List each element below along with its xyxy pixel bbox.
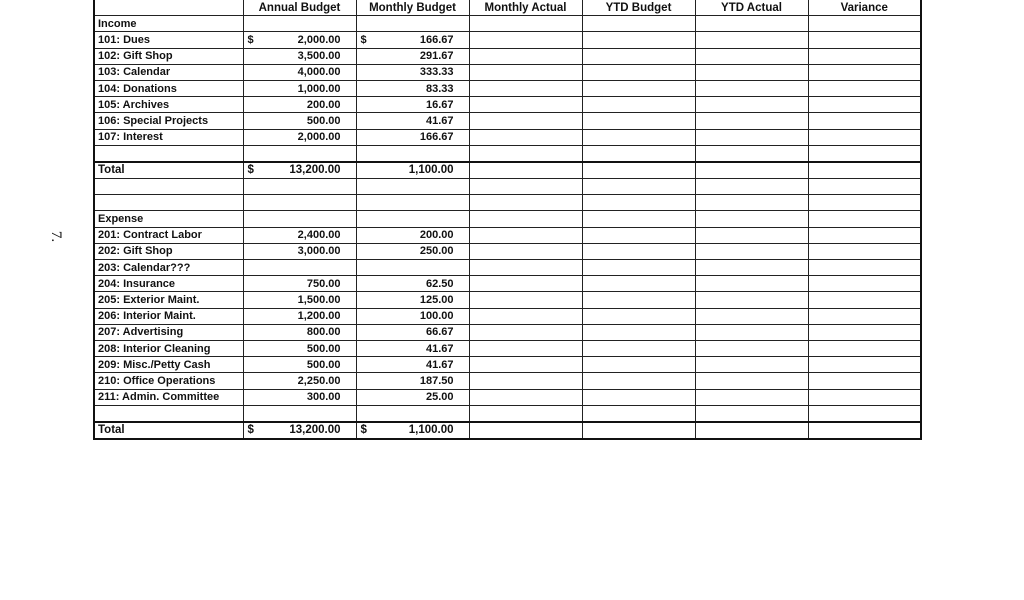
amount: 166.67	[419, 131, 454, 144]
monthly-budget-cell	[356, 113, 469, 129]
empty-cell	[582, 195, 695, 211]
monthly-budget-cell	[356, 340, 469, 356]
amount: 3,000.00	[297, 245, 341, 258]
expense-section-title	[94, 211, 921, 227]
empty-cell	[695, 48, 808, 64]
empty-cell	[469, 422, 582, 439]
empty-cell	[695, 276, 808, 292]
line-item-label: 201: Contract Labor	[94, 227, 243, 243]
total-label: Total	[94, 162, 243, 179]
empty-cell	[243, 195, 356, 211]
line-item-label: 202: Gift Shop	[94, 243, 243, 259]
empty-cell	[808, 145, 921, 162]
amount: 200.00	[306, 98, 341, 111]
monthly-budget-cell	[356, 48, 469, 64]
page-number: 7.	[48, 230, 65, 243]
currency-symbol: $	[247, 424, 254, 437]
annual-budget-cell	[243, 80, 356, 96]
empty-cell	[808, 48, 921, 64]
monthly-budget-cell	[356, 227, 469, 243]
empty-cell	[94, 179, 243, 195]
empty-cell	[582, 276, 695, 292]
amount: 1,000.00	[297, 82, 341, 95]
annual-budget-cell	[243, 308, 356, 324]
header-annual-budget: Annual Budget	[243, 0, 356, 16]
currency-symbol: $	[360, 33, 367, 46]
line-item-label: 206: Interior Maint.	[94, 308, 243, 324]
monthly-budget-cell	[356, 32, 469, 48]
amount	[454, 262, 466, 274]
amount: 750.00	[306, 277, 341, 290]
empty-cell	[582, 340, 695, 356]
amount: 2,400.00	[297, 229, 341, 242]
empty-cell	[469, 357, 582, 373]
empty-cell	[582, 64, 695, 80]
empty-cell	[469, 324, 582, 340]
empty-cell	[808, 16, 921, 32]
annual-budget-cell	[243, 227, 356, 243]
empty-cell	[695, 389, 808, 405]
amount: 25.00	[425, 391, 454, 404]
annual-budget-cell	[243, 113, 356, 129]
empty-cell	[469, 97, 582, 113]
empty-cell	[469, 162, 582, 179]
line-item-label: 209: Misc./Petty Cash	[94, 357, 243, 373]
empty-cell	[808, 211, 921, 227]
empty-cell	[469, 145, 582, 162]
line-item-label: 210: Office Operations	[94, 373, 243, 389]
amount: 187.50	[419, 374, 454, 387]
amount: 41.67	[425, 114, 454, 127]
empty-cell	[695, 179, 808, 195]
amount: 166.67	[419, 33, 454, 46]
empty-cell	[582, 243, 695, 259]
empty-cell	[469, 405, 582, 422]
empty-cell	[469, 260, 582, 276]
empty-cell	[808, 227, 921, 243]
empty-cell	[469, 211, 582, 227]
monthly-budget-cell	[356, 97, 469, 113]
line-item-label: 105: Archives	[94, 97, 243, 113]
empty-cell	[356, 195, 469, 211]
table-row	[94, 324, 921, 340]
annual-budget-cell	[243, 357, 356, 373]
annual-budget-cell	[243, 260, 356, 276]
annual-budget-cell	[243, 129, 356, 145]
empty-cell	[808, 260, 921, 276]
empty-cell	[695, 405, 808, 422]
amount: 1,500.00	[297, 293, 341, 306]
spacer-row	[94, 405, 921, 422]
line-item-label: 204: Insurance	[94, 276, 243, 292]
empty-cell	[808, 64, 921, 80]
empty-cell	[695, 422, 808, 439]
annual-budget-cell	[243, 243, 356, 259]
monthly-budget-cell	[356, 276, 469, 292]
table-row	[94, 227, 921, 243]
empty-cell	[582, 113, 695, 129]
amount: 66.67	[425, 326, 454, 339]
empty-cell	[808, 179, 921, 195]
empty-cell	[356, 16, 469, 32]
monthly-budget-cell	[356, 308, 469, 324]
empty-cell	[695, 195, 808, 211]
empty-cell	[469, 64, 582, 80]
table-row	[94, 48, 921, 64]
empty-cell	[582, 97, 695, 113]
empty-cell	[808, 97, 921, 113]
empty-cell	[582, 145, 695, 162]
amount: 500.00	[306, 342, 341, 355]
amount: 62.50	[425, 277, 454, 290]
empty-cell	[808, 405, 921, 422]
header-monthly-budget: Monthly Budget	[356, 0, 469, 16]
empty-cell	[808, 308, 921, 324]
table-row	[94, 243, 921, 259]
empty-cell	[808, 243, 921, 259]
amount: 41.67	[425, 342, 454, 355]
table-row	[94, 292, 921, 308]
amount: 1,100.00	[408, 164, 454, 177]
line-item-label: 211: Admin. Committee	[94, 389, 243, 405]
empty-cell	[356, 405, 469, 422]
table-row	[94, 276, 921, 292]
amount: 200.00	[419, 229, 454, 242]
amount: 16.67	[425, 98, 454, 111]
amount: 2,250.00	[297, 374, 341, 387]
empty-cell	[469, 340, 582, 356]
empty-cell	[469, 308, 582, 324]
annual-budget-cell	[243, 32, 356, 48]
annual-budget-cell	[243, 48, 356, 64]
monthly-total-cell	[356, 422, 469, 439]
line-item-label: 101: Dues	[94, 32, 243, 48]
line-item-label: 106: Special Projects	[94, 113, 243, 129]
empty-cell	[808, 324, 921, 340]
line-item-label: 208: Interior Cleaning	[94, 340, 243, 356]
line-item-label: 103: Calendar	[94, 64, 243, 80]
empty-cell	[695, 373, 808, 389]
empty-cell	[243, 179, 356, 195]
empty-cell	[808, 113, 921, 129]
empty-cell	[582, 227, 695, 243]
spacer-row	[94, 145, 921, 162]
empty-cell	[94, 145, 243, 162]
empty-cell	[356, 145, 469, 162]
total-row	[94, 422, 921, 439]
empty-cell	[582, 373, 695, 389]
annual-total-cell	[243, 422, 356, 439]
monthly-budget-cell	[356, 260, 469, 276]
empty-cell	[695, 64, 808, 80]
empty-cell	[469, 80, 582, 96]
header-label	[94, 0, 243, 16]
annual-budget-cell	[243, 292, 356, 308]
amount: 291.67	[419, 50, 454, 63]
empty-cell	[469, 32, 582, 48]
annual-budget-cell	[243, 373, 356, 389]
empty-cell	[582, 405, 695, 422]
spacer-row	[94, 179, 921, 195]
empty-cell	[695, 292, 808, 308]
table-row	[94, 373, 921, 389]
header-variance: Variance	[808, 0, 921, 16]
empty-cell	[469, 373, 582, 389]
monthly-budget-cell	[356, 389, 469, 405]
empty-cell	[582, 292, 695, 308]
empty-cell	[695, 211, 808, 227]
empty-cell	[808, 129, 921, 145]
table-row	[94, 113, 921, 129]
monthly-total-cell	[356, 162, 469, 179]
monthly-budget-cell	[356, 80, 469, 96]
annual-budget-cell	[243, 324, 356, 340]
empty-cell	[582, 324, 695, 340]
empty-cell	[469, 16, 582, 32]
monthly-budget-cell	[356, 64, 469, 80]
empty-cell	[695, 32, 808, 48]
table-row	[94, 357, 921, 373]
empty-cell	[695, 308, 808, 324]
total-label: Total	[94, 422, 243, 439]
empty-cell	[469, 113, 582, 129]
empty-cell	[469, 389, 582, 405]
amount: 500.00	[306, 358, 341, 371]
empty-cell	[582, 422, 695, 439]
empty-cell	[695, 97, 808, 113]
total-row	[94, 162, 921, 179]
empty-cell	[695, 324, 808, 340]
line-item-label: 203: Calendar???	[94, 260, 243, 276]
empty-cell	[469, 195, 582, 211]
monthly-budget-cell	[356, 129, 469, 145]
empty-cell	[808, 389, 921, 405]
header-row	[94, 0, 921, 16]
amount: 41.67	[425, 358, 454, 371]
empty-cell	[243, 145, 356, 162]
empty-cell	[695, 80, 808, 96]
empty-cell	[469, 179, 582, 195]
table-row	[94, 32, 921, 48]
annual-budget-cell	[243, 97, 356, 113]
line-item-label: 207: Advertising	[94, 324, 243, 340]
table-row	[94, 260, 921, 276]
amount	[341, 262, 353, 274]
empty-cell	[808, 80, 921, 96]
empty-cell	[94, 405, 243, 422]
currency-symbol: $	[247, 33, 254, 46]
section-title: Expense	[94, 211, 243, 227]
annual-budget-cell	[243, 340, 356, 356]
empty-cell	[695, 260, 808, 276]
empty-cell	[695, 340, 808, 356]
monthly-budget-cell	[356, 324, 469, 340]
monthly-budget-cell	[356, 357, 469, 373]
empty-cell	[582, 162, 695, 179]
empty-cell	[808, 373, 921, 389]
empty-cell	[356, 179, 469, 195]
header-monthly-actual: Monthly Actual	[469, 0, 582, 16]
amount: 800.00	[306, 326, 341, 339]
empty-cell	[582, 80, 695, 96]
empty-cell	[243, 405, 356, 422]
empty-cell	[469, 292, 582, 308]
amount: 4,000.00	[297, 66, 341, 79]
empty-cell	[695, 129, 808, 145]
empty-cell	[243, 16, 356, 32]
amount: 333.33	[419, 66, 454, 79]
empty-cell	[582, 211, 695, 227]
empty-cell	[469, 129, 582, 145]
table-row	[94, 64, 921, 80]
monthly-budget-cell	[356, 243, 469, 259]
empty-cell	[808, 162, 921, 179]
empty-cell	[582, 16, 695, 32]
empty-cell	[582, 129, 695, 145]
annual-budget-cell	[243, 389, 356, 405]
amount: 13,200.00	[289, 164, 341, 177]
amount: 100.00	[419, 310, 454, 323]
annual-budget-cell	[243, 276, 356, 292]
empty-cell	[582, 179, 695, 195]
empty-cell	[469, 227, 582, 243]
empty-cell	[695, 16, 808, 32]
empty-cell	[808, 357, 921, 373]
empty-cell	[469, 48, 582, 64]
empty-cell	[582, 32, 695, 48]
table-row	[94, 308, 921, 324]
spacer-row	[94, 195, 921, 211]
empty-cell	[695, 145, 808, 162]
empty-cell	[695, 243, 808, 259]
empty-cell	[695, 113, 808, 129]
empty-cell	[808, 32, 921, 48]
section-title: Income	[94, 16, 243, 32]
amount: 3,500.00	[297, 50, 341, 63]
table-row	[94, 80, 921, 96]
empty-cell	[582, 308, 695, 324]
amount: 13,200.00	[289, 424, 341, 437]
annual-total-cell	[243, 162, 356, 179]
monthly-budget-cell	[356, 292, 469, 308]
line-item-label: 102: Gift Shop	[94, 48, 243, 64]
empty-cell	[695, 227, 808, 243]
header-ytd-budget: YTD Budget	[582, 0, 695, 16]
empty-cell	[469, 243, 582, 259]
line-item-label: 104: Donations	[94, 80, 243, 96]
empty-cell	[808, 195, 921, 211]
empty-cell	[808, 276, 921, 292]
amount: 2,000.00	[297, 33, 341, 46]
annual-budget-cell	[243, 64, 356, 80]
table-row	[94, 97, 921, 113]
amount: 125.00	[419, 293, 454, 306]
empty-cell	[808, 422, 921, 439]
line-item-label: 107: Interest	[94, 129, 243, 145]
empty-cell	[582, 48, 695, 64]
amount: 1,200.00	[297, 310, 341, 323]
empty-cell	[356, 211, 469, 227]
empty-cell	[582, 389, 695, 405]
empty-cell	[94, 195, 243, 211]
currency-symbol: $	[247, 164, 254, 177]
monthly-budget-cell	[356, 373, 469, 389]
empty-cell	[582, 357, 695, 373]
amount: 1,100.00	[408, 424, 454, 437]
empty-cell	[808, 292, 921, 308]
budget-table	[93, 0, 922, 440]
currency-symbol: $	[360, 424, 367, 437]
empty-cell	[582, 260, 695, 276]
empty-cell	[469, 276, 582, 292]
table-row	[94, 129, 921, 145]
empty-cell	[243, 211, 356, 227]
amount: 83.33	[425, 82, 454, 95]
header-ytd-actual: YTD Actual	[695, 0, 808, 16]
empty-cell	[695, 162, 808, 179]
table-row	[94, 340, 921, 356]
income-section-title	[94, 16, 921, 32]
amount: 300.00	[306, 391, 341, 404]
amount: 250.00	[419, 245, 454, 258]
amount: 2,000.00	[297, 131, 341, 144]
line-item-label: 205: Exterior Maint.	[94, 292, 243, 308]
empty-cell	[808, 340, 921, 356]
empty-cell	[695, 357, 808, 373]
amount: 500.00	[306, 114, 341, 127]
table-row	[94, 389, 921, 405]
